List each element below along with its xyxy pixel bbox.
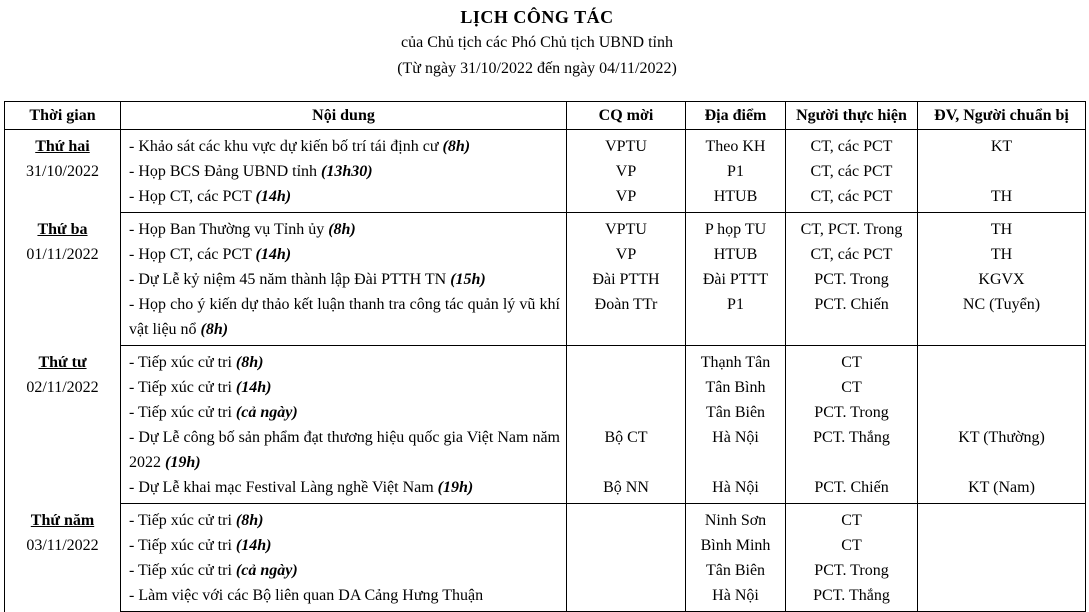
table-row [5, 242, 1086, 267]
date-range: (Từ ngày 31/10/2022 đến ngày 04/11/2022) [397, 60, 677, 77]
activity-content [121, 213, 567, 243]
executor: CT, các PCT [786, 130, 918, 160]
executor: PCT. Thắng [786, 425, 918, 475]
activity-content [121, 375, 567, 400]
table-row [5, 292, 1086, 346]
day-date: 02/11/2022 [26, 378, 99, 396]
preparer: NC (Tuyển) [918, 292, 1086, 346]
table-row [5, 475, 1086, 504]
activity-time: (cả ngày) [235, 562, 298, 579]
activity-content [121, 400, 567, 425]
preparer: KT [918, 130, 1086, 160]
inviting-agency: VPTU [567, 130, 686, 160]
activity-time: (8h) [328, 221, 356, 238]
activity-text: - Tiếp xúc cử tri [129, 537, 236, 554]
executor: PCT. Chiến [786, 475, 918, 504]
table-row [5, 504, 1086, 534]
activity-text: - Dự Lễ kỷ niệm 45 năm thành lập Đài PTTH TN [129, 271, 451, 288]
col-header-prepare: ĐV, Người chuẩn bị [918, 102, 1086, 130]
activity-text: - Họp CT, các PCT [129, 188, 256, 205]
location: Bình Minh [686, 533, 786, 558]
activity-time: (19h) [437, 479, 474, 496]
executor: CT [786, 346, 918, 376]
day-date: 31/10/2022 [26, 163, 99, 180]
inviting-agency: VP [567, 159, 686, 184]
activity-content [121, 558, 567, 583]
activity-content [121, 292, 567, 346]
activity-text: - Họp cho ý kiến dự thảo kết luận thanh tra công tác quản lý vũ khí vật liệu nổ [129, 296, 560, 338]
executor: PCT. Trong [786, 400, 918, 425]
location: Đài PTTT [686, 267, 786, 292]
activity-time: (8h) [442, 138, 471, 155]
day-cell [5, 504, 121, 612]
location: Thạnh Tân [686, 346, 786, 376]
executor: CT, các PCT [786, 159, 918, 184]
inviting-agency: VP [567, 184, 686, 213]
activity-time: (14h) [255, 188, 292, 205]
activity-text: - Tiếp xúc cử tri [129, 404, 236, 421]
executor: PCT. Trong [786, 558, 918, 583]
col-header-place: Địa điểm [686, 102, 786, 130]
preparer [918, 558, 1086, 583]
preparer: TH [918, 242, 1086, 267]
table-row [5, 159, 1086, 184]
activity-content [121, 475, 567, 504]
activity-text: - Tiếp xúc cử tri [129, 379, 236, 396]
location: P1 [686, 292, 786, 346]
day-cell [5, 213, 121, 346]
executor: CT, các PCT [786, 184, 918, 213]
location: HTUB [686, 242, 786, 267]
table-row [5, 267, 1086, 292]
activity-text: - Khảo sát các khu vực dự kiến bố trí tái định cư [129, 138, 443, 155]
schedule-body [5, 130, 1086, 612]
location: HTUB [686, 184, 786, 213]
table-row [5, 425, 1086, 475]
table-row [5, 346, 1086, 376]
inviting-agency: Bộ CT [567, 425, 686, 475]
table-header-row [5, 102, 1086, 130]
table-row [5, 213, 1086, 243]
location: Hà Nội [686, 425, 786, 475]
activity-time: (8h) [235, 354, 264, 371]
executor: CT, PCT. Trong [786, 213, 918, 243]
preparer [918, 346, 1086, 376]
activity-content [121, 130, 567, 160]
activity-content [121, 533, 567, 558]
activity-time: (14h) [235, 537, 272, 554]
activity-time: (19h) [165, 454, 201, 471]
activity-text: - Tiếp xúc cử tri [129, 512, 236, 529]
table-row [5, 558, 1086, 583]
location: Hà Nội [686, 475, 786, 504]
inviting-agency [567, 583, 686, 612]
activity-text: - Dự Lễ khai mạc Festival Làng nghề Việt Nam [129, 479, 438, 496]
activity-content [121, 504, 567, 534]
activity-text: - Dự Lễ công bố sản phẩm đạt thương hiệu quốc gia Việt Nam năm 2022 [129, 429, 560, 471]
inviting-agency: Đoàn TTr [567, 292, 686, 346]
preparer [918, 533, 1086, 558]
preparer [918, 504, 1086, 534]
schedule-table [4, 101, 1086, 612]
activity-time: (14h) [255, 246, 292, 263]
location: P họp TU [686, 213, 786, 243]
inviting-agency [567, 504, 686, 534]
executor: CT [786, 504, 918, 534]
activity-content [121, 159, 567, 184]
col-header-person: Người thực hiện [786, 102, 918, 130]
activity-text: - Họp Ban Thường vụ Tỉnh ủy [129, 221, 329, 238]
preparer [918, 159, 1086, 184]
activity-content [121, 346, 567, 376]
day-name: Thứ hai [35, 138, 90, 155]
col-header-content: Nội dung [121, 102, 567, 130]
preparer [918, 375, 1086, 400]
activity-time: (13h30) [321, 163, 373, 180]
activity-content [121, 583, 567, 612]
inviting-agency: VPTU [567, 213, 686, 243]
preparer: KT (Thường) [918, 425, 1086, 475]
inviting-agency [567, 558, 686, 583]
activity-text: - Tiếp xúc cử tri [129, 562, 236, 579]
inviting-agency: VP [567, 242, 686, 267]
activity-time: (15h) [450, 271, 486, 288]
activity-content [121, 242, 567, 267]
col-header-agency: CQ mời [567, 102, 686, 130]
table-row [5, 533, 1086, 558]
preparer: TH [918, 213, 1086, 243]
table-row [5, 375, 1086, 400]
inviting-agency [567, 375, 686, 400]
preparer: KGVX [918, 267, 1086, 292]
executor: CT [786, 533, 918, 558]
activity-content [121, 267, 567, 292]
inviting-agency [567, 346, 686, 376]
table-row [5, 400, 1086, 425]
inviting-agency: Bộ NN [567, 475, 686, 504]
inviting-agency: Đài PTTH [567, 267, 686, 292]
day-cell [5, 346, 121, 504]
day-date: 01/11/2022 [26, 245, 99, 263]
inviting-agency [567, 400, 686, 425]
location: Theo KH [686, 130, 786, 160]
executor: CT [786, 375, 918, 400]
location: Tân Biên [686, 400, 786, 425]
activity-text: - Họp BCS Đảng UBND tỉnh [129, 163, 322, 180]
executor: PCT. Chiến [786, 292, 918, 346]
location: Ninh Sơn [686, 504, 786, 534]
location: Hà Nội [686, 583, 786, 612]
activity-time: (cả ngày) [235, 404, 298, 421]
day-name: Thứ năm [30, 511, 95, 529]
activity-text: - Tiếp xúc cử tri [129, 354, 236, 371]
activity-time: (8h) [235, 512, 264, 529]
document-title: LỊCH CÔNG TÁC [460, 7, 614, 27]
location: Tân Bình [686, 375, 786, 400]
preparer: KT (Nam) [918, 475, 1086, 504]
executor: PCT. Trong [786, 267, 918, 292]
activity-content [121, 184, 567, 213]
activity-content [121, 425, 567, 475]
activity-text: - Họp CT, các PCT [129, 246, 256, 263]
table-row [5, 583, 1086, 612]
executor: CT, các PCT [786, 242, 918, 267]
inviting-agency [567, 533, 686, 558]
location: Tân Biên [686, 558, 786, 583]
activity-time: (14h) [235, 379, 272, 396]
location: P1 [686, 159, 786, 184]
preparer [918, 583, 1086, 612]
table-row [5, 130, 1086, 160]
day-name: Thứ ba [37, 220, 88, 238]
table-row [5, 184, 1086, 213]
document-subtitle: của Chủ tịch các Phó Chủ tịch UBND tỉnh [401, 34, 673, 51]
day-name: Thứ tư [38, 353, 87, 371]
day-cell [5, 130, 121, 213]
activity-text: - Làm việc với các Bộ liên quan DA Cảng Hưng Thuận [129, 587, 484, 604]
executor: PCT. Thắng [786, 583, 918, 612]
activity-time: (8h) [200, 321, 229, 338]
preparer: TH [918, 184, 1086, 213]
day-date: 03/11/2022 [26, 536, 99, 554]
preparer [918, 400, 1086, 425]
col-header-time: Thời gian [5, 102, 121, 130]
